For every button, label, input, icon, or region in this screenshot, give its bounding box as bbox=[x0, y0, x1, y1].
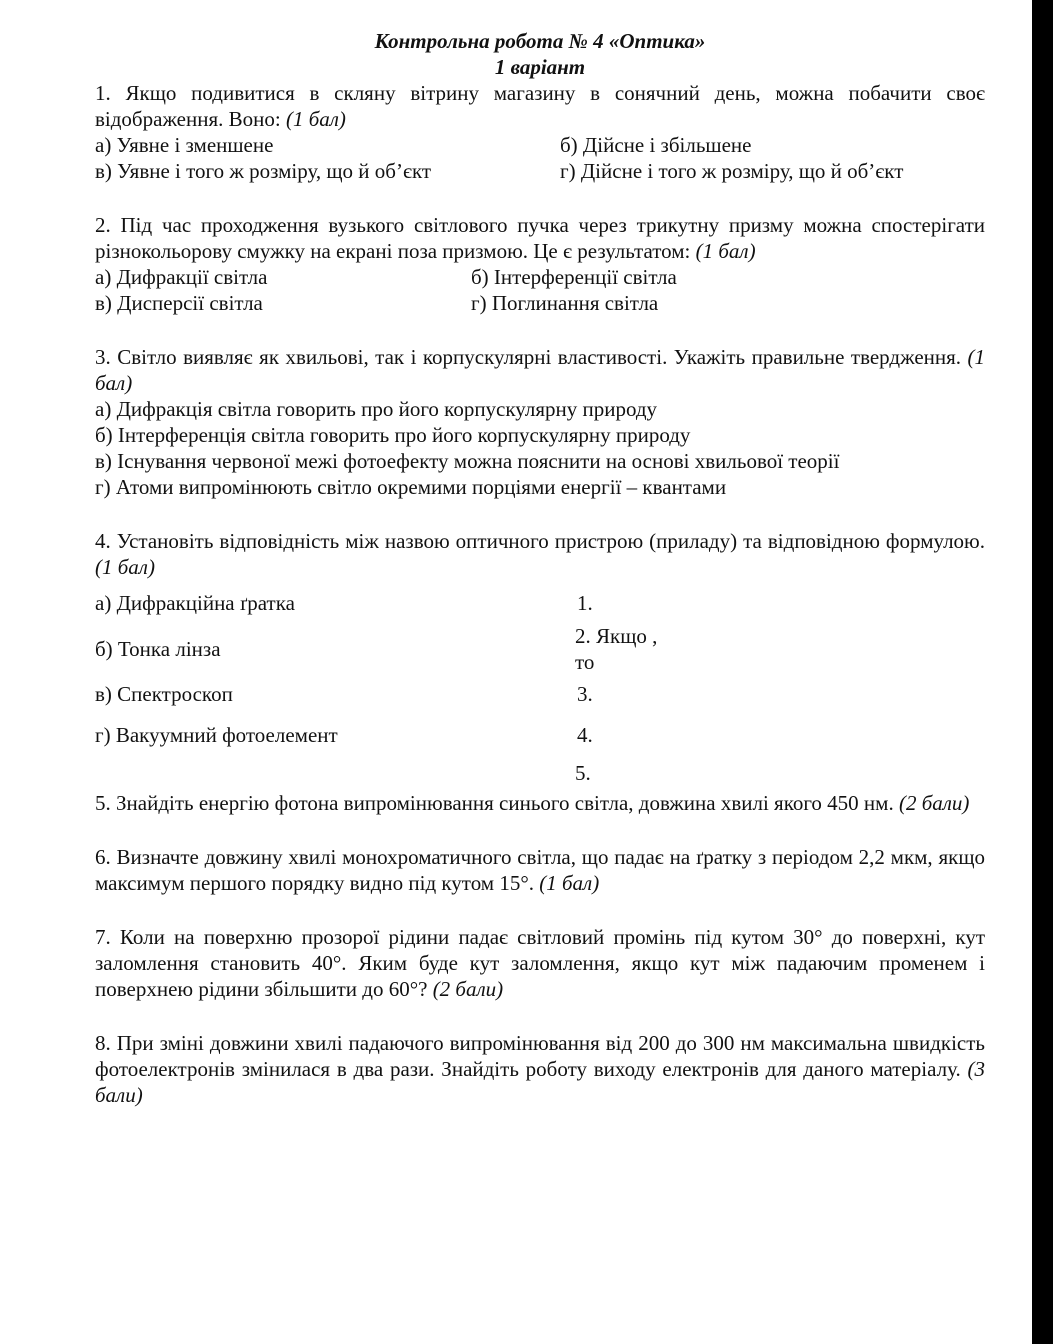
option: г) Дійсне і того ж розміру, що й об’єкт bbox=[560, 159, 904, 183]
option: а) Дифракція світла говорить про його корпускулярну природу bbox=[95, 397, 658, 421]
question-4-text: 4. Установіть відповідність між назвою оптичного пристрою (приладу) та відповідною формулою. bbox=[95, 529, 985, 553]
option: в) Уявне і того ж розміру, що й об’єкт bbox=[95, 159, 432, 183]
match-left-item: в) Спектроскоп bbox=[95, 682, 233, 706]
match-right-item: 5. bbox=[575, 761, 591, 785]
option: в) Дисперсії світла bbox=[95, 291, 263, 315]
question-5-text: 5. Знайдіть енергію фотона випромінювання синього світла, довжина хвилі якого 450 нм. bbox=[95, 791, 894, 815]
match-left-item: а) Дифракційна ґратка bbox=[95, 591, 295, 615]
question-4-points: (1 бал) bbox=[95, 555, 155, 579]
question-5 bbox=[95, 790, 985, 816]
question-2 bbox=[95, 212, 985, 264]
question-1-points: (1 бал) bbox=[285, 107, 346, 131]
matching-table bbox=[95, 580, 985, 790]
question-2-options-row-2 bbox=[95, 290, 985, 316]
option: а) Уявне і зменшене bbox=[95, 133, 274, 157]
match-right-item: 3. bbox=[577, 682, 593, 706]
question-1-options-row-1 bbox=[95, 132, 985, 158]
match-right-item: 1. bbox=[577, 591, 593, 615]
option: г) Поглинання світла bbox=[471, 291, 659, 315]
question-3-text: 3. Світло виявляє як хвильові, так і корпускулярні властивості. Укажіть правильне твердження. bbox=[95, 345, 962, 369]
question-8-points: (3 бали) bbox=[95, 1057, 985, 1107]
question-6-points: (1 бал) bbox=[539, 871, 600, 895]
question-2-points: (1 бал) bbox=[695, 239, 756, 263]
question-7-points: (2 бали) bbox=[432, 977, 504, 1001]
document-title: Контрольна робота № 4 «Оптика» bbox=[374, 29, 706, 53]
option: б) Інтерференції світла bbox=[471, 265, 677, 289]
question-8 bbox=[95, 1030, 985, 1108]
match-right-item: то bbox=[575, 650, 595, 674]
question-6-text: 6. Визначте довжину хвилі монохроматичного світла, що падає на ґратку з періодом 2,2 мкм, якщо максимум першого порядку видно під кутом 15°. bbox=[95, 845, 985, 895]
question-6 bbox=[95, 844, 985, 896]
question-7 bbox=[95, 924, 985, 1002]
document-content bbox=[95, 28, 985, 1108]
question-5-points: (2 бали) bbox=[898, 791, 970, 815]
match-left-item: б) Тонка лінза bbox=[95, 637, 221, 661]
question-8-text: 8. При зміні довжини хвилі падаючого випромінювання від 200 до 300 нм максимальна швидкість фотоелектронів змінилася в два рази. Знайдіть роботу виходу електронів для даного матеріалу. bbox=[95, 1031, 985, 1081]
option: а) Дифракції світла bbox=[95, 265, 268, 289]
variant-label: 1 варіант bbox=[494, 55, 586, 79]
question-1 bbox=[95, 80, 985, 132]
option: б) Дійсне і збільшене bbox=[560, 133, 752, 157]
question-2-options-row-1 bbox=[95, 264, 985, 290]
question-2-text: 2. Під час проходження вузького світлового пучка через трикутну призму можна спостерігати різнокольорову смужку на екрані поза призмою. Це є результатом: bbox=[95, 213, 985, 263]
question-1-options-row-2 bbox=[95, 158, 985, 184]
question-4 bbox=[95, 528, 985, 580]
question-3-points: (1 бал) bbox=[95, 345, 986, 395]
match-right-item: 2. Якщо , bbox=[575, 624, 658, 648]
option: б) Інтерференція світла говорить про його корпускулярну природу bbox=[95, 423, 691, 447]
question-7-text: 7. Коли на поверхню прозорої рідини падає світловий промінь під кутом 30° до поверхні, кут заломлення становить 40°. Яким буде кут заломлення, якщо кут між падаючим променем і поверхнею рідини збільшити до 60°? bbox=[95, 925, 985, 1001]
match-right-item: 4. bbox=[577, 723, 593, 747]
option: г) Атоми випромінюють світло окремими порціями енергії – квантами bbox=[95, 475, 727, 499]
question-3 bbox=[95, 344, 985, 396]
option: в) Існування червоної межі фотоефекту можна пояснити на основі хвильової теорії bbox=[95, 449, 840, 473]
match-left-item: г) Вакуумний фотоелемент bbox=[95, 723, 338, 747]
question-1-text: 1. Якщо подивитися в скляну вітрину магазину в сонячний день, можна побачити своє відображення. Воно: bbox=[95, 81, 985, 131]
